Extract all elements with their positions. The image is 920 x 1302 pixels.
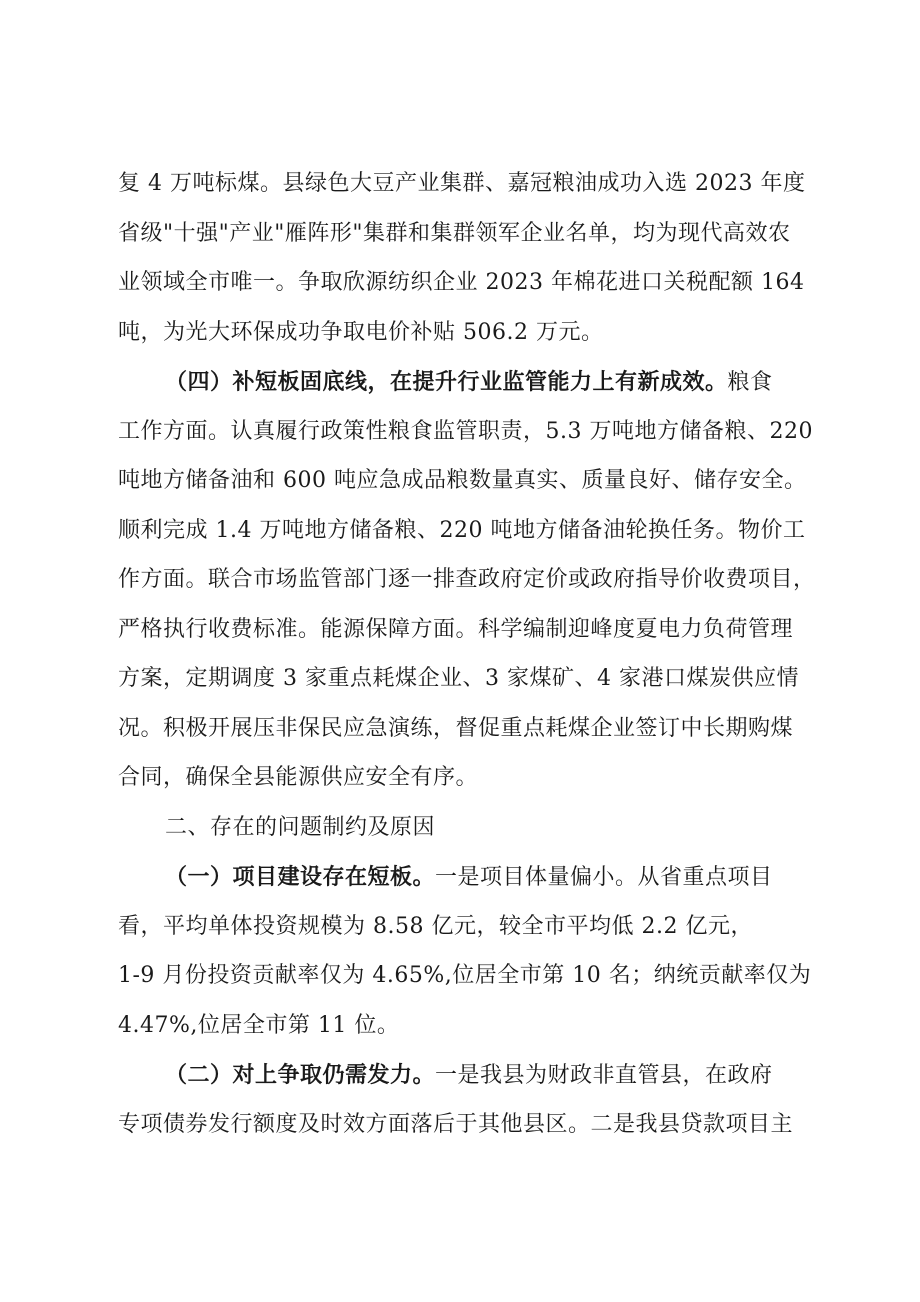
paragraph-line: 吨地方储备油和 600 吨应急成品粮数量真实、质量良好、储存安全。 [118,468,807,493]
problem-heading-2: （二）对上争取仍需发力。 [165,1062,436,1088]
paragraph-text: 一是我县为财政非直管县，在政府 [435,1063,773,1088]
paragraph-line: 吨，为光大环保成功争取电价补贴 506.2 万元。 [118,320,604,345]
paragraph-line: 复 4 万吨标煤。县绿色大豆产业集群、嘉冠粮油成功入选 2023 年度 [118,171,806,196]
paragraph-line: 合同，确保全县能源供应安全有序。 [118,765,479,790]
paragraph-line: 顺利完成 1.4 万吨地方储备粮、220 吨地方储备油轮换任务。物价工 [118,518,806,543]
section-heading-line [165,861,825,894]
paragraph-line: 作方面。联合市场监管部门逐一排查政府定价或政府指导价收费项目， [118,567,816,592]
paragraph-text: 一是项目体量偏小。从省重点项目 [435,865,773,890]
paragraph-line: 看，平均单体投资规模为 8.58 亿元，较全市平均低 2.2 亿元， [118,914,753,939]
paragraph-line: 4.47%,位居全市第 11 位。 [118,1013,400,1038]
chapter-heading: 二、存在的问题制约及原因 [165,815,436,840]
paragraph-line: 方案，定期调度 3 家重点耗煤企业、3 家煤矿、4 家港口煤炭供应情 [118,666,799,691]
section-heading-line [165,366,825,399]
paragraph-line: 严格执行收费标准。能源保障方面。科学编制迎峰度夏电力负荷管理 [118,617,794,642]
paragraph-line: 业领域全市唯一。争取欣源纺织企业 2023 年棉花进口关税配额 164 [118,270,805,295]
paragraph-line: 专项债券发行额度及时效方面落后于其他县区。二是我县贷款项目主 [118,1112,794,1137]
section-heading-4: （四）补短板固底线，在提升行业监管能力上有新成效。 [165,369,728,395]
paragraph-line: 省级"十强"产业"雁阵形"集群和集群领军企业名单，均为现代高效农 [118,221,791,246]
paragraph-line: 1-9 月份投资贡献率仅为 4.65%,位居全市第 10 名；纳统贡献率仅为 [118,963,812,988]
paragraph-line: 况。积极开展压非保民应急演练，督促重点耗煤企业签订中长期购煤 [118,716,794,741]
section-heading-line [165,1059,825,1092]
paragraph-line: 工作方面。认真履行政策性粮食监管职责，5.3 万吨地方储备粮、220 [118,419,813,444]
problem-heading-1: （一）项目建设存在短板。 [165,864,436,890]
paragraph-text: 粮食 [727,370,773,395]
